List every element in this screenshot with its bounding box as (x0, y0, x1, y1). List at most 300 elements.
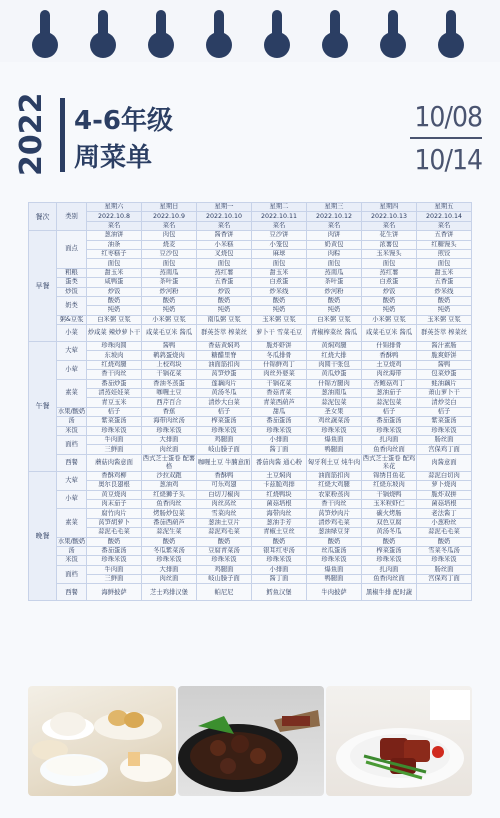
binder-rings (0, 0, 500, 60)
dish-cell: 番茄肉酱 通心粉 (252, 454, 307, 471)
table-row (29, 231, 472, 240)
dish-cell: 珍珠米饭 (87, 426, 142, 435)
binder-ring (156, 10, 166, 46)
dish-cell: 农家粉蒸肉 (307, 490, 362, 499)
category-label: 汤 (57, 546, 87, 555)
dish-cell: 黄豆烧肉 (87, 490, 142, 499)
dish-cell: 珍珠米饭 (252, 426, 307, 435)
dish-cell: 红烧鸡腿 (87, 360, 142, 369)
dish-cell: 肉粽 (307, 249, 362, 258)
dish-cell: 豆沙包 (142, 249, 197, 258)
table-row (29, 370, 472, 379)
dish-cell: 青椒土豆丝 (252, 528, 307, 537)
dish-cell: 珍珠米饭 (197, 426, 252, 435)
dish-cell: 蚝油藕片 (417, 379, 472, 388)
table-row (29, 556, 472, 565)
dish-cell: 珍珠米饭 (142, 556, 197, 565)
dish-cell: 珍珠米饭 (197, 556, 252, 565)
dish-cell: 榨菜蛋汤 (197, 417, 252, 426)
dish-cell: 酱鸭 (142, 342, 197, 351)
dish-cell: 面包 (307, 259, 362, 268)
dish-cell: 紫菜蛋汤 (417, 417, 472, 426)
dish-cell: 纯奶 (197, 306, 252, 315)
dish-cell: 鸡丝蔬菜汤 (307, 417, 362, 426)
dish-cell: 炒河粉 (307, 287, 362, 296)
table-row (29, 575, 472, 584)
dish-cell: 豆沙饼 (252, 231, 307, 240)
dish-cell: 红枣糕子 (87, 249, 142, 258)
table-row (29, 398, 472, 407)
dish-cell: 酸奶 (252, 537, 307, 546)
header-meal: 餐次 (29, 203, 57, 231)
dish-cell: 珍珠米饭 (417, 426, 472, 435)
dish-cell: 油面筋扣肉 (307, 471, 362, 480)
dish-cell: 炒咸菜 辣炒萝卜干 (87, 325, 142, 342)
dish-cell: 葱油手芳 (252, 518, 307, 527)
dish-cell: 五香饼 (417, 231, 472, 240)
category-label: 面档 (57, 565, 87, 584)
dish-cell: 酸奶 (307, 296, 362, 305)
table-row (29, 565, 472, 574)
dish-cell: 面包 (417, 259, 472, 268)
dish-cell: 包菜炒蛋 (417, 370, 472, 379)
category-label: 奶类 (57, 296, 87, 315)
category-label: 水果/酸奶 (57, 408, 86, 415)
day-date: 2022.10.12 (307, 212, 362, 221)
dish-cell: 肉丝面 (142, 575, 197, 584)
dish-cell: 香干肉丝 (307, 499, 362, 508)
dish-cell: 冬瓜紫菜汤 (142, 546, 197, 555)
dish-cell: 酱丁面 (252, 575, 307, 584)
dish-cell: 甜玉米 (417, 268, 472, 277)
table-row (29, 360, 472, 369)
dish-cell: 烤肠炒包菜 (142, 509, 197, 518)
table-row (29, 509, 472, 518)
dish-cell: 莴笋胡萝卜 (87, 518, 142, 527)
dish-cell: 蒜泥毛毛菜 (87, 528, 142, 537)
binder-ring (330, 10, 340, 46)
dish-cell: 岐山臊子面 (197, 445, 252, 454)
table-row (29, 546, 472, 555)
dish-cell: 香干肉丝 (87, 370, 142, 379)
table-row (29, 287, 472, 296)
dish-cell: 群英荟萃 榨菜丝 (197, 325, 252, 342)
dish-cell: 油条 (87, 240, 142, 249)
dish-cell: 酸奶 (252, 296, 307, 305)
category-label: 面档 (57, 435, 87, 454)
category-label: 粥&豆浆 (57, 315, 87, 324)
dish-cell: 西式芝士蛋卷 配薯格 (142, 455, 196, 470)
dish-cell: 蒸南瓜 (307, 268, 362, 277)
dish-cell: 葱油茄子 (362, 389, 417, 398)
dish-cell: 蒜泥包菜 (307, 398, 362, 407)
dish-cell: 炒米线 (252, 287, 307, 296)
dish-cell: 肉包 (142, 231, 197, 240)
dish-cell: 玉米粥 豆浆 (417, 315, 472, 324)
dish-cell: 海带肉丝汤 (142, 417, 197, 426)
day-name: 星期四 (362, 203, 417, 212)
date-start: 10/08 (414, 100, 482, 133)
dish-cell: 葱油南瓜 (307, 389, 362, 398)
dish-cell: 鸡腿面 (197, 435, 252, 444)
dish-cell: 爆鱼面 (307, 435, 362, 444)
dish-cell: 煎饺 (417, 249, 472, 258)
dish-cell: 白煮蛋 (362, 278, 417, 287)
dish-cell: 冬瓜排骨 (252, 351, 307, 360)
day-name: 星期一 (197, 203, 252, 212)
dish-cell: 青菜西葫芦 (252, 398, 307, 407)
dish-cell: 黄汤冬瓜 (362, 528, 417, 537)
dish-cell: 炒饭 (362, 287, 417, 296)
dish-cell: 肉丝外婆菜 (252, 370, 307, 379)
binder-ring (272, 10, 282, 46)
category-label: 小荤 (57, 490, 87, 509)
dish-cell: 酸奶 (362, 537, 417, 546)
table-row (29, 296, 472, 305)
dish-cell: 蒜泥白切肉 (417, 471, 472, 480)
dish-cell: 甜玉米 (252, 268, 307, 277)
dish-cell: 卡兹脆鸡排 (252, 481, 307, 490)
table-row (29, 278, 472, 287)
dish-cell: 老法酱丁 (417, 509, 472, 518)
dish-cell: 杏鲍菇鸡丁 (362, 379, 417, 388)
dish-cell: 南瓜粥 豆浆 (197, 315, 252, 324)
category-label: 小荤 (57, 360, 87, 379)
dish-cell: 萧山萝卜干 (417, 389, 472, 398)
dish-cell: 浓薯包 (362, 240, 417, 249)
dish-cell: 酸奶 (307, 537, 362, 546)
table-row (29, 499, 472, 508)
dish-cell: 鸭腿面 (307, 445, 362, 454)
dish-cell: 白切刀椒肉 (197, 490, 252, 499)
dish-cell: 肠丝面 (417, 435, 472, 444)
dish-cell: 蒸南瓜 (142, 268, 197, 277)
dish-cell: 丝瓜蛋汤 (307, 546, 362, 555)
dish-cell: 酸奶 (417, 537, 472, 546)
dish-cell: 玉米馒头 (362, 249, 417, 258)
dish-cell: 什锦排骨 (362, 342, 417, 351)
dish-cell: 清炒大白菜 (197, 398, 252, 407)
meal-label: 晚餐 (29, 471, 57, 601)
day-name: 星期三 (307, 203, 362, 212)
dish-cell: 银耳红枣汤 (252, 546, 307, 555)
table-row (29, 445, 472, 454)
table-row (29, 407, 472, 416)
table-row (29, 435, 472, 444)
dish-cell: 群英荟萃 榨菜丝 (417, 325, 472, 342)
dish-cell: 纯奶 (362, 306, 417, 315)
dish-cell: 小笼包 (252, 240, 307, 249)
dish-cell: 香酥鸡柳 (87, 471, 142, 480)
category-label: 大荤 (57, 471, 87, 490)
dish-cell: 葱油饼 (87, 231, 142, 240)
dish-cell: 干锅花菜 (252, 379, 307, 388)
dish-cell: 烧麦 (142, 240, 197, 249)
meal-label: 早餐 (29, 231, 57, 342)
dish-cell: 西芹百合 (142, 398, 197, 407)
dish-cell: 蒜泥毛毛菜 (417, 528, 472, 537)
dish-cell: 上校鸡块 (142, 360, 197, 369)
dish-cell: 莴笋炒肉片 (307, 509, 362, 518)
dish-cell: 玉米粒虾仁 (362, 499, 417, 508)
header-category: 类别 (57, 203, 87, 231)
dish-cell: 脆爽虾饼 (417, 351, 472, 360)
dish-cell: 肠丝面 (417, 565, 472, 574)
date-range (410, 100, 482, 176)
binder-ring (40, 10, 50, 46)
dish-cell: 牛肉面 (87, 435, 142, 444)
table-row (29, 518, 472, 527)
table-row (29, 389, 472, 398)
dish-label: 菜名 (142, 221, 197, 230)
category-label: 西餐 (57, 454, 87, 471)
dish-cell: 小米粥 豆浆 (142, 315, 197, 324)
dish-cell: 腐竹肉片 (87, 509, 142, 518)
dish-cell: 桔子 (197, 407, 252, 416)
dish-cell: 奥尔良翅根 (87, 481, 142, 490)
day-name: 星期六 (87, 203, 142, 212)
dish-cell: 蘑菇肉酱意面 (87, 454, 142, 471)
dish-cell: 青椒榨菜丝 酱瓜 (307, 325, 362, 342)
dish-label: 菜名 (87, 221, 142, 230)
table-row (29, 268, 472, 277)
dish-cell: 珍珠肉圆 (87, 342, 142, 351)
food-photos (28, 686, 472, 796)
dish-cell: 干锅花菜 (142, 370, 197, 379)
dish-cell: 玉米粥 豆浆 (252, 315, 307, 324)
dish-cell: 榨菜蛋汤 (362, 546, 417, 555)
dish-cell: 莲藕肉片 (197, 379, 252, 388)
dish-cell: 纯奶 (417, 306, 472, 315)
dish-cell: 小米粥 豆浆 (362, 315, 417, 324)
dish-cell: 碳火烤肠 (362, 509, 417, 518)
dish-cell: 珍珠米饭 (362, 426, 417, 435)
dish-cell: 大排面 (142, 435, 197, 444)
dish-cell: 萝卜干 雪菜毛豆 (252, 325, 307, 342)
dish-cell: 炒饭 (197, 287, 252, 296)
dish-cell: 五香蛋 (417, 278, 472, 287)
dish-cell: 圣女果 (307, 407, 362, 416)
dish-cell: 西式芝士蛋卷 配鸡米花 (362, 455, 416, 470)
dish-cell: 扎肉面 (362, 435, 417, 444)
dish-cell: 什锦鲜鸡丁 (252, 360, 307, 369)
dish-cell: 咖喱土豆 (142, 389, 197, 398)
dish-cell: 小米糕 (197, 240, 252, 249)
dish-cell: 酸奶 (197, 296, 252, 305)
dish-cell: 番茄蛋汤 (362, 417, 417, 426)
dish-cell: 咸鸭蛋 (87, 278, 142, 287)
day-date: 2022.10.13 (362, 212, 417, 221)
year-label: 2022 (14, 92, 49, 176)
grade-title: 4-6年级 (74, 106, 173, 136)
dish-cell: 清蒸娃娃菜 (87, 389, 142, 398)
dish-cell: 小排面 (252, 565, 307, 574)
dish-cell: 红烧大鸡腿 (307, 481, 362, 490)
dish-cell: 蒜泥生菜 (142, 528, 197, 537)
dish-cell: 酸奶 (87, 537, 142, 546)
breakfast-photo (28, 686, 176, 796)
dish-cell: 土豆烧鸡 (362, 360, 417, 369)
dish-label: 菜名 (197, 221, 252, 230)
dish-cell: 鸡腿面 (197, 565, 252, 574)
day-date: 2022.10.11 (252, 212, 307, 221)
dish-cell: 桔子 (87, 407, 142, 416)
table-row (29, 315, 472, 324)
dish-cell: 酸奶 (142, 296, 197, 305)
category-label: 大荤 (57, 342, 87, 361)
dish-cell: 酸奶 (142, 537, 197, 546)
dish-cell: 酸奶 (417, 296, 472, 305)
category-label: 粗粮 (57, 268, 87, 277)
dish-cell: 黄焖鸡腿 (307, 342, 362, 351)
dish-cell: 蒜泥鸡毛菜 (197, 528, 252, 537)
dish-cell: 炒米线 (417, 287, 472, 296)
dish-cell: 锦绣目鱼花 (362, 471, 417, 480)
dish-cell: 三鲜面 (87, 575, 142, 584)
dish-cell: 黄瓜炒蛋 (307, 370, 362, 379)
dish-label: 菜名 (362, 221, 417, 230)
dish-cell: 酸奶 (87, 296, 142, 305)
dish-cell: 白煮蛋 (252, 278, 307, 287)
dish-cell: 脆炸虾饼 (252, 342, 307, 351)
dish-cell: 五香蛋 (197, 278, 252, 287)
beef-photo (178, 686, 324, 796)
dish-cell: 三鲜面 (87, 445, 142, 454)
category-label: 小菜 (57, 325, 87, 342)
dish-cell: 叉烧包 (197, 249, 252, 258)
dish-cell: 萝卜烧肉 (417, 481, 472, 490)
dish-cell: 肉丝莴丝 (197, 499, 252, 508)
dish-cell: 面包 (197, 259, 252, 268)
dish-cell: 红烧东坡肉 (362, 481, 417, 490)
dish-cell: 大排面 (142, 565, 197, 574)
day-date: 2022.10.14 (417, 212, 472, 221)
dish-cell: 咖喱土豆 牛腩意面 (197, 454, 252, 471)
category-label: 西餐 (57, 584, 87, 601)
table-row (29, 481, 472, 490)
dish-cell: 茶叶蛋 (142, 278, 197, 287)
dish-cell: 小排面 (252, 435, 307, 444)
dish-cell: 黄汤冬瓜 (197, 389, 252, 398)
binder-ring (446, 10, 456, 46)
dish-cell: 红糖馒头 (417, 240, 472, 249)
title-divider (60, 98, 65, 172)
dish-cell: 面包 (142, 259, 197, 268)
dish-cell: 香油冬蒸蛋 (142, 379, 197, 388)
dish-cell: 双色豆腐 (362, 518, 417, 527)
dish-cell: 香酥鸭 (197, 471, 252, 480)
dish-cell: 雪菜肉丝 (197, 509, 252, 518)
dish-cell: 花生饼 (362, 231, 417, 240)
dish-cell: 沙拉双跑 (142, 471, 197, 480)
dish-cell: 鱼香肉丝面 (362, 445, 417, 454)
dish-cell: 肉饼 (307, 231, 362, 240)
dish-cell: 糖醋里脊 (197, 351, 252, 360)
dish-cell: 珍珠米饭 (87, 556, 142, 565)
table-row (29, 351, 472, 360)
dish-cell: 肉酱意面 (417, 454, 472, 471)
dish-cell: 脆炸双拼 (417, 490, 472, 499)
dish-cell: 小葱粉丝 (417, 518, 472, 527)
dish-cell: 珍珠米饭 (252, 556, 307, 565)
dish-cell: 什锦方腿肉 (307, 379, 362, 388)
dish-cell: 珍珠米饭 (307, 556, 362, 565)
dish-cell: 酱鸭 (417, 360, 472, 369)
dish-cell: 酸奶 (197, 537, 252, 546)
dish-cell: 宫保鸡丁面 (417, 445, 472, 454)
dish-cell: 紫菜蛋汤 (87, 417, 142, 426)
dish-cell: 油面筋扣肉 (197, 360, 252, 369)
date-divider (410, 137, 482, 139)
dish-cell: 帕尼尼 (197, 584, 252, 601)
table-row (29, 325, 472, 342)
table-row (29, 490, 472, 499)
dish-cell: 清炒茭白 (417, 398, 472, 407)
dish-cell: 芝士鸡排汉堡 (142, 584, 197, 601)
dish-cell: 鸭腿面 (307, 575, 362, 584)
dish-cell: 纯奶 (307, 306, 362, 315)
dish-cell: 匈牙利土豆 炖牛肉 (307, 454, 362, 471)
dish-cell: 桔子 (417, 407, 472, 416)
dish-cell: 珍珠米饭 (142, 426, 197, 435)
day-name: 星期五 (417, 203, 472, 212)
steak-photo (326, 686, 472, 796)
dish-cell: 莴笋炒蛋 (197, 370, 252, 379)
binder-ring (214, 10, 224, 46)
table-row (29, 471, 472, 480)
dish-cell: 番茄西葫芦 (142, 518, 197, 527)
dish-cell: 岐山臊子面 (197, 575, 252, 584)
binder-ring (388, 10, 398, 46)
category-label: 蛋类 (57, 278, 87, 287)
dish-cell: 干锅烧鸭 (362, 490, 417, 499)
dish-cell: 蒸红薯 (197, 268, 252, 277)
dish-label: 菜名 (252, 221, 307, 230)
dish-cell: 香菇黄焖鸡 (197, 342, 252, 351)
menu-title: 周菜单 (74, 143, 153, 173)
dish-cell: 海鲜披萨 (87, 584, 142, 601)
dish-cell: 扎肉面 (362, 565, 417, 574)
dish-cell: 甜玉米 (87, 268, 142, 277)
dish-cell: 纯奶 (87, 306, 142, 315)
dish-cell: 红烧鸭块 (252, 490, 307, 499)
dish-cell: 炒河粉 (142, 287, 197, 296)
table-row (29, 584, 472, 601)
dish-cell: 麻球 (252, 249, 307, 258)
dish-cell: 珍珠米饭 (362, 556, 417, 565)
dish-cell: 白米粥 豆浆 (307, 315, 362, 324)
dish-cell: 肉圆干张包 (307, 360, 362, 369)
dish-cell: 红烧大排 (307, 351, 362, 360)
dish-cell: 香菇青菜 (252, 389, 307, 398)
dish-cell: 酱丁面 (252, 445, 307, 454)
dish-cell: 番茄蛋汤 (252, 417, 307, 426)
table-row (29, 240, 472, 249)
category-label: 面点 (57, 231, 87, 269)
dish-cell: 面包 (362, 259, 417, 268)
dish-cell: 葱油鸡 (142, 481, 197, 490)
category-label: 水果/酸奶 (57, 537, 86, 545)
table-row (29, 306, 472, 315)
dish-cell: 可乐鸡翅 (197, 481, 252, 490)
table-row (29, 454, 472, 471)
dish-cell: 酱汁素肠 (417, 342, 472, 351)
dish-cell: 香蕉 (142, 407, 197, 416)
menu-table (28, 202, 472, 601)
dish-cell: 番茄蛋汤 (87, 546, 142, 555)
dish-cell: 纯奶 (142, 306, 197, 315)
dish-cell: 桔子 (362, 407, 417, 416)
